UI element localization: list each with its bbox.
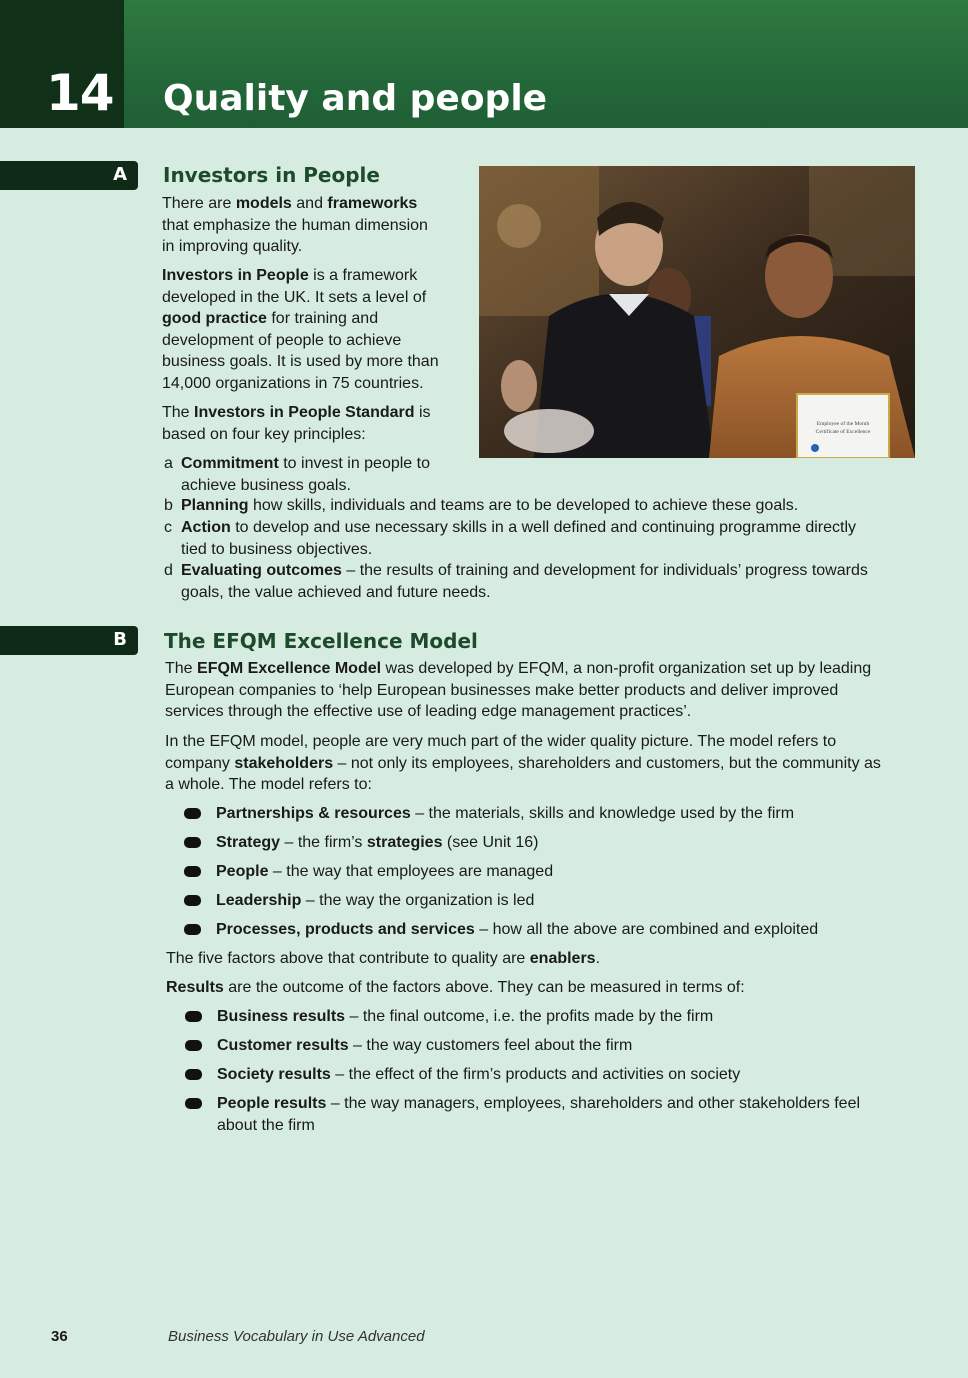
enabler-item: Strategy – the firm’s strategies (see Unit 16) [216,832,916,854]
result-item: Customer results – the way customers feel about the firm [217,1035,917,1057]
enabler-item: Processes, products and services – how all the above are combined and exploited [216,919,916,941]
page-number: 36 [51,1328,68,1345]
section-b-tab [0,626,138,655]
unit-title: Quality and people [163,78,548,119]
section-a-tab [0,161,138,190]
bullet-icon [185,1098,202,1109]
section-a-para-2: Investors in People is a framework developed in the UK. It sets a level of good practice for training and development of people to achieve business goals. It is used by more than 14,000 organizations in 75 countries. [162,267,439,392]
principle-item: d Evaluating outcomes – the results of training and development for individuals’ progress towards goals, the value achieved and future needs. [164,562,868,601]
result-item: Business results – the final outcome, i.e. the profits made by the firm [217,1006,917,1028]
section-b-letter: B [113,629,127,650]
bullet-icon [184,895,201,906]
photo-illustration [479,166,915,458]
section-a-para-1: There are models and frameworks that emphasize the human dimension in improving quality. [162,195,428,255]
results-sentence: Results are the outcome of the factors above. They can be measured in terms of: [166,979,745,996]
result-item: People results – the way managers, employees, shareholders and other stakeholders feel about the firm [217,1093,917,1136]
enabler-item: Partnerships & resources – the materials, skills and knowledge used by the firm [216,803,916,825]
bullet-icon [185,1069,202,1080]
principle-item: c Action to develop and use necessary skills in a well defined and continuing programme directly tied to business objectives. [164,519,857,558]
award-handshake-photo [479,166,915,458]
section-b-para-2: In the EFQM model, people are very much part of the wider quality picture. The model refers to company stakeholders – not only its employees, shareholders and customers, but the community as a whole. The model refers to: [165,733,881,793]
unit-number: 14 [46,64,114,122]
section-b-para-1: The EFQM Excellence Model was developed by EFQM, a non-profit organization set up by leading European companies to ‘help European businesses make better products and deliver improved services through the effective use of leading edge management practices’. [165,660,872,720]
section-b-title: The EFQM Excellence Model [164,629,478,653]
principle-item: b Planning how skills, individuals and teams are to be developed to achieve these goals. [164,497,799,514]
section-a-letter: A [113,164,127,185]
enabler-item: People – the way that employees are managed [216,861,916,883]
bullet-icon [184,866,201,877]
bullet-icon [185,1011,202,1022]
certificate-line-2: Certificate of Excellence [815,429,871,435]
enablers-sentence: The five factors above that contribute to quality are enablers. [166,950,601,967]
book-title: Business Vocabulary in Use Advanced [168,1328,425,1345]
certificate-line-1: Employee of the Month [816,421,870,427]
section-a-title: Investors in People [163,163,380,187]
enabler-item: Leadership – the way the organization is led [216,890,916,912]
principle-item: a Commitment to invest in people to achieve business goals. [164,455,430,494]
bullet-icon [184,924,201,935]
bullet-icon [185,1040,202,1051]
result-item: Society results – the effect of the firm’s products and activities on society [217,1064,917,1086]
bullet-icon [184,837,201,848]
bullet-icon [184,808,201,819]
section-a-para-3: The Investors in People Standard is based on four key principles: [162,404,431,443]
